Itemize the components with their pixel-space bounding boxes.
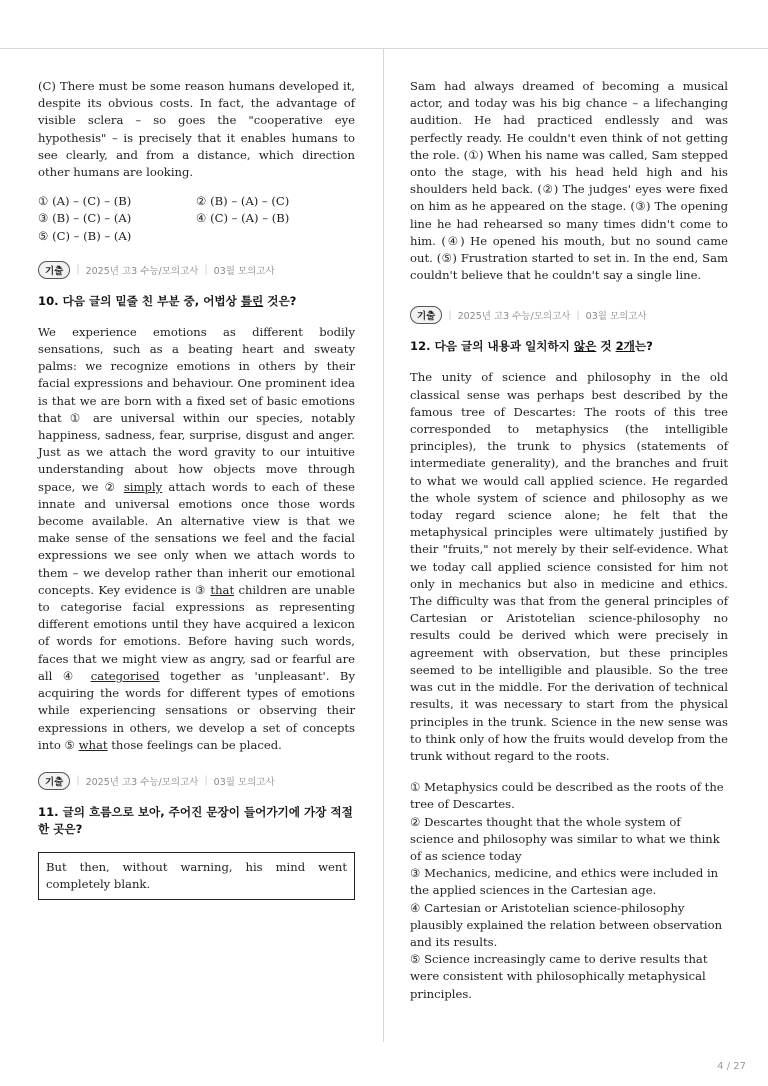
- option-3[interactable]: ③ (B) – (C) – (A): [38, 211, 132, 226]
- option-5[interactable]: ⑤ (C) – (B) – (A): [38, 228, 132, 243]
- exam-month: 03월 모의고사: [213, 265, 275, 277]
- answer-choice-5[interactable]: ⑤ Science increasingly came to derive results that were consistent with philosophically metaphysical principles.: [410, 952, 708, 1001]
- right-column: [410, 78, 728, 1003]
- exam-month: 03월 모의고사: [213, 776, 275, 788]
- left-column: [38, 78, 355, 900]
- header-rule: [0, 48, 768, 49]
- column-divider: [383, 49, 384, 1042]
- q11-title: 11. 글의 흐름으로 보아, 주어진 문장이 들어가기에 가장 적절한 곳은?: [38, 804, 353, 836]
- past-exam-badge: 기출: [38, 261, 70, 279]
- exam-month: 03월 모의고사: [585, 311, 647, 323]
- answer-choice-3[interactable]: ③ Mechanics, medicine, and ethics were included in the applied sciences in the Cartesian age.: [410, 866, 719, 898]
- answer-choice-4[interactable]: ④ Cartesian or Aristotelian science-philosophy plausibly explained the relation between observation and its results.: [410, 900, 723, 949]
- q11-meta: 기출 | 2025년 고3 수능/모의고사 | 03월 모의고사: [38, 772, 355, 790]
- option-1[interactable]: ① (A) – (C) – (B): [38, 194, 132, 209]
- exam-year: 2025년 고3 수능/모의고사: [85, 776, 199, 788]
- option-2[interactable]: ② (B) – (A) – (C): [196, 194, 290, 209]
- q11-passage: Sam had always dreamed of becoming a musical actor, and today was his big chance – a lifechanging audition. He had practiced endlessly and was perfectly ready. He couldn't even think of not getting the role. (①) When his name was called, Sam stepped onto the stage, with his head held high and his shoulders held back. (②) The judges' eyes were fixed on him as he appeared on the stage. (③) The opening line he had rehearsed so many times didn't come to him. (④) He opened his mouth, but no sound came out. (⑤) Frustration started to set in. In the end, Sam couldn't believe that he couldn't say a single line.: [410, 79, 728, 283]
- exam-year: 2025년 고3 수능/모의고사: [457, 311, 571, 323]
- q9-options: [38, 193, 355, 245]
- answer-choice-2[interactable]: ② Descartes thought that the whole system of science and philosophy was similar to what we think of as science today: [410, 814, 720, 863]
- option-4[interactable]: ④ (C) – (A) – (B): [196, 211, 290, 226]
- passage-c: (C) There must be some reason humans developed it, despite its obvious costs. In fact, the advantage of visible sclera – so goes the "cooperative eye hypothesis" – is precisely that it enables humans to see clearly, and from a distance, which direction other humans are looking.: [38, 79, 355, 180]
- answer-choice-1[interactable]: ① Metaphysics could be described as the roots of the tree of Descartes.: [410, 780, 724, 812]
- q10-passage: We experience emotions as different bodily sensations, such as a beating heart and sweaty palms: we recognize emotions in others by their facial expressions and behaviour. One prominent idea is that we are born with a fixed set of basic emotions that ① are universal within our species, notably happiness, sadness, fear, surprise, disgust and anger. Just as we attach the word gravity to our intuitive understanding about how objects move through space, we ② simply attach words to each of these innate and universal emotions once those words become available. An alternative view is that we make sense of the sensations we feel and the facial expressions we see only when we attach words to them – we develop rather than inherit our emotional concepts. Key evidence is ③ that children are unable to categorise facial expressions as representing different emotions until they have acquired a lexicon of words for emotions. Before having such words, faces that we might view as angry, sad or fearful are all ④ categorised together as 'unpleasant'. By acquiring the words for different types of emotions while experiencing sensations or observing their expressions in others, we develop a set of concepts into ⑤ what those feelings can be placed.: [38, 324, 355, 752]
- q10-meta: 기출 | 2025년 고3 수능/모의고사 | 03월 모의고사: [38, 261, 355, 279]
- exam-year: 2025년 고3 수능/모의고사: [85, 265, 199, 277]
- q12-meta: 기출 | 2025년 고3 수능/모의고사 | 03월 모의고사: [410, 306, 728, 324]
- q12-passage: The unity of science and philosophy in the old classical sense was perhaps best described by the famous tree of Descartes: The roots of this tree corresponded to metaphysics (the intelligible principles), the trunk to physics (statements of intermediate generality), and the branches and fruit to what we would call applied science. He regarded the whole system of science and philosophy as we today regard science alone; he felt that the metaphysical principles were ultimately justified by their "fruits," not merely by their self-evidence. What we today call applied science consisted for him not only in mechanics but also in medicine and ethics. The difficulty was that from the general principles of Cartesian or Aristotelian science-philosophy no results could be derived which were precisely in agreement with observation, but these principles seemed to be intelligible and plausible. So the tree was cut in the middle. For the derivation of technical results, it was necessary to start from the physical principles in the trunk. Science in the new sense was to think only of how the fruits would develop from the trunk without regard to the roots.: [410, 370, 728, 763]
- q10-title: 10. 다음 글의 밑줄 친 부분 중, 어법상 틀린 것은?: [38, 293, 297, 308]
- q12-answer-choices: [410, 779, 728, 1003]
- q12-title: 12. 다음 글의 내용과 일치하지 않은 것 2개는?: [410, 339, 653, 354]
- past-exam-badge: 기출: [38, 772, 70, 790]
- page-number: 4 / 27: [717, 1061, 746, 1072]
- past-exam-badge: 기출: [410, 306, 442, 324]
- q11-given-sentence: But then, without warning, his mind went completely blank.: [38, 852, 355, 900]
